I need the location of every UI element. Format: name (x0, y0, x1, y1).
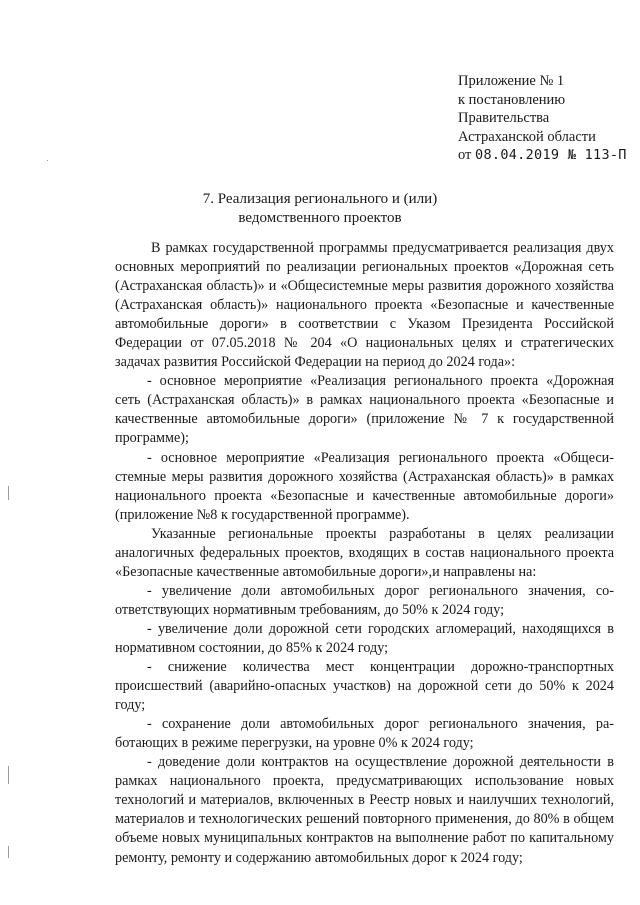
appendix-line: Приложение № 1 (458, 73, 565, 89)
list-item: - основное мероприятие «Реализация регионального проекта «Общесистемные меры развития дорожного хозяйства (Астраханская область)» в рамках национального проекта «Безопасные и качественные автомобильные дороги» (приложение №8 к государственной программе). (115, 449, 614, 523)
list-item: - основное мероприятие «Реализация регионального проекта «Дорожная сеть (Астраханская область)» в рамках национального проекта «Безопасные и качественные автомобильные дороги» (приложение № 7 к государственной программе); (115, 373, 614, 447)
list-item: - сохранение доли автомобильных дорог регионального значения, работающих в режиме перегрузки, на уровне 0% к 2024 году; (115, 716, 614, 752)
appendix-line: Астраханской области (458, 128, 596, 145)
section-title-line: ведомственного проектов (238, 210, 402, 226)
paragraph: Указанные региональные проекты разработаны в целях реализации аналогичных федеральных проектов, входящих в состав национального проекта «Безопасные качественные автомобильные дороги»,и направлены на: (115, 525, 614, 580)
date-prefix: от (458, 147, 472, 163)
scan-artifact (8, 766, 9, 784)
body-text (115, 239, 614, 868)
appendix-header (458, 72, 627, 165)
list-item: - доведение доли контрактов на осуществление дорожной деятельности в рамках национального проекта, предусматривающих использование новых технологий и материалов, включенных в Реестр новых и наилучших технологий, материалов и технологических решений повторного применения, до 80% в общем объеме новых муниципальных контрактов на выполнение работ по капитальному ремонту, ремонту и содержанию автомобильных дорог к 2024 году; (115, 754, 614, 866)
appendix-line: к постановлению (458, 91, 566, 108)
scan-artifact (47, 160, 48, 161)
date-stamp: 08.04.2019 № 113-П (475, 147, 627, 163)
list-item: - снижение количества мест концентрации дорожно-транспортных происшествий (аварийно-опасных участков) на дорожной сети до 50% к 2024 году; (115, 659, 614, 714)
appendix-date-line (458, 146, 627, 165)
appendix-line: Правительства (458, 110, 550, 126)
section-title-line: 7. Реализация регионального и (или) (202, 191, 438, 207)
scan-artifact (8, 846, 9, 858)
list-item: - увеличение доли дорожной сети городских агломераций, находящихся в нормативном состоянии, до 85% к 2024 году; (115, 620, 614, 656)
paragraph: В рамках государственной программы предусматривается реализация двух основных мероприятий по реализации региональных проектов «Дорожная сеть (Астраханская область)» и «Общесистемные меры развития дорожного хозяйства (Астраханская область)» национального проекта «Безопасные и качественные автомобильные дороги» в соответствии с Указом Президента Российской Федерации от 07.05.2018 № 204 «О национальных целях и стратегических задачах развития Российской Федерации на период до 2024 года»: (115, 240, 614, 371)
section-title (0, 190, 640, 228)
list-item: - увеличение доли автомобильных дорог регионального значения, соответствующих нормативным требованиям, до 50% к 2024 году; (115, 582, 614, 618)
scan-artifact (8, 486, 9, 500)
